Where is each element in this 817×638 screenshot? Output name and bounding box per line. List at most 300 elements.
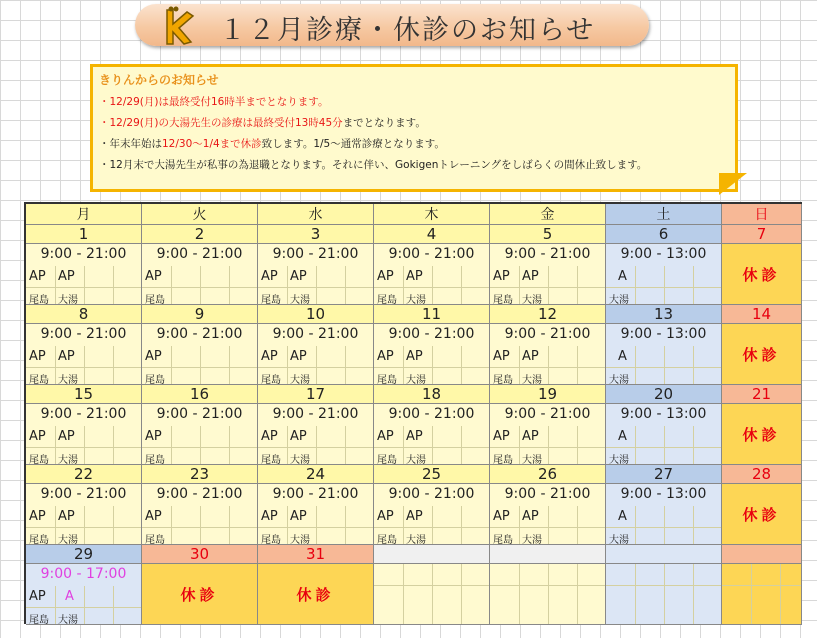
slot-divider bbox=[84, 347, 113, 368]
doctor-name: 大湯 bbox=[609, 295, 629, 305]
notice-text: ・12/29(月)の大湯先生の診療は最終受付13時45分 bbox=[99, 117, 343, 129]
slot-cell bbox=[113, 266, 142, 305]
slot-divider bbox=[635, 565, 664, 586]
slot-code: AP bbox=[493, 429, 510, 444]
doctor-name: 尾島 bbox=[29, 455, 49, 465]
slot-divider bbox=[577, 427, 606, 448]
doctor-name: 大湯 bbox=[609, 455, 629, 465]
doctor-name: 尾島 bbox=[377, 375, 397, 385]
notice-text: 致します。1/5〜通常診療となります。 bbox=[261, 138, 445, 150]
doctor-name: 大湯 bbox=[406, 295, 426, 305]
opening-hours: 9:00 - 21:00 bbox=[272, 246, 359, 262]
date-number: 6 bbox=[606, 225, 722, 244]
doctor-name: 大湯 bbox=[290, 375, 310, 385]
date-number: 8 bbox=[26, 305, 142, 324]
closed-day-cell: 休診 bbox=[722, 484, 802, 545]
date-number: 4 bbox=[374, 225, 490, 244]
slot-code: AP bbox=[261, 269, 278, 284]
slot-divider bbox=[113, 347, 142, 368]
day-schedule-cell bbox=[490, 324, 606, 385]
slot-cell bbox=[229, 506, 258, 545]
slot-cell bbox=[693, 346, 722, 385]
slot-code: AP bbox=[406, 349, 423, 364]
slot-divider bbox=[780, 565, 802, 586]
date-number: 10 bbox=[258, 305, 374, 324]
doctor-name: 尾島 bbox=[29, 375, 49, 385]
slot-divider bbox=[751, 565, 780, 586]
doctor-name: 尾島 bbox=[29, 535, 49, 545]
slot-divider bbox=[577, 267, 606, 288]
slot-cell bbox=[664, 426, 694, 465]
slot-divider bbox=[664, 507, 693, 528]
slot-divider bbox=[664, 565, 693, 586]
opening-hours: 9:00 - 21:00 bbox=[388, 486, 475, 502]
slot-cell bbox=[432, 506, 462, 545]
slot-cell bbox=[693, 266, 722, 305]
slot-code: AP bbox=[290, 429, 307, 444]
slot-divider bbox=[345, 267, 374, 288]
notice-text: ・12/29(月)は最終受付16時半までとなります。 bbox=[99, 96, 329, 108]
slot-divider bbox=[577, 347, 606, 368]
date-number: 7 bbox=[722, 225, 802, 244]
slot-cell bbox=[113, 426, 142, 465]
day-schedule-cell bbox=[26, 244, 142, 305]
weekday-header: 土 bbox=[606, 204, 722, 225]
day-schedule-cell bbox=[142, 404, 258, 465]
slot-code: AP bbox=[145, 509, 162, 524]
slot-cell bbox=[577, 426, 606, 465]
slot-divider bbox=[200, 267, 229, 288]
date-number: 3 bbox=[258, 225, 374, 244]
doctor-name: 大湯 bbox=[609, 375, 629, 385]
slot-divider bbox=[432, 565, 461, 586]
slot-divider bbox=[113, 267, 142, 288]
slot-code: AP bbox=[261, 509, 278, 524]
notice-line bbox=[99, 115, 426, 130]
slot-code: AP bbox=[522, 429, 539, 444]
slot-divider bbox=[84, 587, 113, 608]
notice-line bbox=[99, 136, 445, 151]
opening-hours: 9:00 - 21:00 bbox=[40, 246, 127, 262]
slot-code: A bbox=[65, 589, 74, 604]
slot-code: AP bbox=[29, 349, 46, 364]
slot-cell bbox=[171, 506, 201, 545]
date-number: 16 bbox=[142, 385, 258, 404]
opening-hours: 9:00 - 13:00 bbox=[620, 406, 707, 422]
opening-hours: 9:00 - 21:00 bbox=[272, 406, 359, 422]
notice-line bbox=[99, 157, 647, 172]
slot-cell bbox=[461, 506, 490, 545]
weekday-header: 月 bbox=[26, 204, 142, 225]
doctor-name: 大湯 bbox=[290, 535, 310, 545]
day-schedule-cell bbox=[374, 564, 490, 625]
slot-divider bbox=[84, 267, 113, 288]
doctor-name: 大湯 bbox=[406, 535, 426, 545]
slot-code: AP bbox=[58, 509, 75, 524]
opening-hours: 9:00 - 21:00 bbox=[388, 246, 475, 262]
slot-divider bbox=[229, 347, 258, 368]
slot-divider bbox=[664, 267, 693, 288]
doctor-name: 大湯 bbox=[58, 375, 78, 385]
opening-hours: 9:00 - 21:00 bbox=[156, 486, 243, 502]
slot-cell bbox=[461, 346, 490, 385]
slot-divider bbox=[316, 427, 345, 448]
slot-cell bbox=[664, 506, 694, 545]
slot-divider bbox=[693, 347, 722, 368]
slot-code: AP bbox=[58, 269, 75, 284]
closed-day-cell: 休診 bbox=[722, 404, 802, 465]
slot-divider bbox=[635, 347, 664, 368]
slot-cell bbox=[548, 426, 578, 465]
kirin-logo-icon bbox=[157, 6, 201, 46]
slot-code: A bbox=[618, 509, 627, 524]
date-number: 29 bbox=[26, 545, 142, 564]
slot-divider bbox=[693, 427, 722, 448]
slot-divider bbox=[548, 267, 577, 288]
day-schedule-cell bbox=[490, 404, 606, 465]
opening-hours: 9:00 - 21:00 bbox=[156, 406, 243, 422]
slot-cell bbox=[200, 426, 230, 465]
slot-code: AP bbox=[145, 269, 162, 284]
date-number: 22 bbox=[26, 465, 142, 484]
day-schedule-cell bbox=[258, 324, 374, 385]
slot-cell bbox=[171, 426, 201, 465]
date-number: 25 bbox=[374, 465, 490, 484]
slot-divider bbox=[548, 507, 577, 528]
slot-divider bbox=[171, 427, 200, 448]
slot-cell bbox=[316, 506, 346, 545]
slot-code: A bbox=[618, 269, 627, 284]
slot-divider bbox=[490, 565, 519, 586]
day-schedule-cell bbox=[258, 484, 374, 545]
slot-cell bbox=[113, 506, 142, 545]
slot-divider bbox=[113, 587, 142, 608]
opening-hours: 9:00 - 21:00 bbox=[40, 326, 127, 342]
slot-cell bbox=[461, 564, 490, 625]
slot-cell bbox=[461, 266, 490, 305]
slot-code: AP bbox=[406, 269, 423, 284]
slot-divider bbox=[548, 427, 577, 448]
date-number: 5 bbox=[490, 225, 606, 244]
day-schedule-cell bbox=[26, 564, 142, 625]
opening-hours: 9:00 - 21:00 bbox=[40, 406, 127, 422]
slot-divider bbox=[461, 507, 490, 528]
doctor-name: 尾島 bbox=[261, 295, 281, 305]
slot-cell bbox=[780, 564, 802, 625]
slot-cell bbox=[345, 426, 374, 465]
page-title: １２月診療・休診のお知らせ bbox=[219, 15, 596, 46]
doctor-name: 尾島 bbox=[493, 455, 513, 465]
slot-divider bbox=[345, 427, 374, 448]
doctor-name: 大湯 bbox=[58, 535, 78, 545]
doctor-name: 尾島 bbox=[29, 295, 49, 305]
slot-divider bbox=[693, 267, 722, 288]
slot-code: AP bbox=[493, 349, 510, 364]
closed-day-cell: 休診 bbox=[142, 564, 258, 625]
notice-heading: きりんからのお知らせ bbox=[99, 73, 219, 87]
day-schedule-cell bbox=[142, 244, 258, 305]
slot-divider bbox=[432, 427, 461, 448]
slot-cell bbox=[664, 564, 694, 625]
slot-divider bbox=[519, 565, 548, 586]
slot-code: AP bbox=[290, 269, 307, 284]
slot-code: AP bbox=[377, 269, 394, 284]
slot-cell bbox=[345, 346, 374, 385]
day-schedule-cell bbox=[142, 484, 258, 545]
slot-divider bbox=[113, 507, 142, 528]
slot-code: AP bbox=[29, 509, 46, 524]
slot-code: A bbox=[618, 429, 627, 444]
notice-box bbox=[90, 64, 738, 192]
slot-divider bbox=[635, 507, 664, 528]
slot-cell bbox=[461, 426, 490, 465]
slot-cell bbox=[635, 564, 665, 625]
doctor-name: 大湯 bbox=[58, 615, 78, 625]
slot-cell bbox=[84, 506, 114, 545]
weekday-header: 金 bbox=[490, 204, 606, 225]
doctor-name: 尾島 bbox=[493, 295, 513, 305]
date-number: 27 bbox=[606, 465, 722, 484]
slot-code: AP bbox=[522, 269, 539, 284]
slot-cell bbox=[171, 346, 201, 385]
date-number: 26 bbox=[490, 465, 606, 484]
doctor-name: 尾島 bbox=[145, 455, 165, 465]
slot-cell bbox=[693, 426, 722, 465]
doctor-name: 大湯 bbox=[522, 535, 542, 545]
date-number: 21 bbox=[722, 385, 802, 404]
day-schedule-cell bbox=[374, 484, 490, 545]
weekday-header: 木 bbox=[374, 204, 490, 225]
slot-cell bbox=[403, 564, 433, 625]
slot-code: AP bbox=[522, 349, 539, 364]
slot-divider bbox=[461, 427, 490, 448]
slot-code: AP bbox=[522, 509, 539, 524]
opening-hours: 9:00 - 21:00 bbox=[272, 326, 359, 342]
opening-hours: 9:00 - 21:00 bbox=[40, 486, 127, 502]
slot-cell bbox=[577, 564, 606, 625]
slot-code: AP bbox=[290, 349, 307, 364]
slot-divider bbox=[229, 267, 258, 288]
slot-code: AP bbox=[493, 269, 510, 284]
doctor-name: 尾島 bbox=[261, 535, 281, 545]
slot-cell bbox=[200, 346, 230, 385]
slot-cell bbox=[432, 346, 462, 385]
day-schedule-cell bbox=[374, 324, 490, 385]
slot-divider bbox=[577, 507, 606, 528]
day-schedule-cell bbox=[490, 244, 606, 305]
slot-cell bbox=[84, 266, 114, 305]
slot-cell bbox=[577, 266, 606, 305]
slot-divider bbox=[374, 565, 403, 586]
slot-divider bbox=[664, 347, 693, 368]
slot-divider bbox=[200, 347, 229, 368]
date-number: 18 bbox=[374, 385, 490, 404]
date-number: 28 bbox=[722, 465, 802, 484]
doctor-name: 尾島 bbox=[493, 375, 513, 385]
doctor-name: 大湯 bbox=[406, 455, 426, 465]
opening-hours: 9:00 - 21:00 bbox=[504, 406, 591, 422]
opening-hours: 9:00 - 21:00 bbox=[156, 246, 243, 262]
slot-cell bbox=[606, 564, 636, 625]
slot-divider bbox=[200, 427, 229, 448]
weekday-header: 火 bbox=[142, 204, 258, 225]
slot-divider bbox=[606, 565, 635, 586]
slot-cell bbox=[490, 564, 520, 625]
slot-code: AP bbox=[58, 429, 75, 444]
calendar-grid bbox=[24, 202, 802, 624]
slot-cell bbox=[229, 346, 258, 385]
slot-divider bbox=[461, 347, 490, 368]
doctor-name: 尾島 bbox=[145, 535, 165, 545]
slot-cell bbox=[664, 266, 694, 305]
slot-divider bbox=[664, 427, 693, 448]
date-number bbox=[606, 545, 722, 564]
slot-cell bbox=[113, 346, 142, 385]
opening-hours: 9:00 - 21:00 bbox=[156, 326, 243, 342]
slot-divider bbox=[229, 507, 258, 528]
slot-divider bbox=[84, 507, 113, 528]
day-schedule-cell bbox=[606, 244, 722, 305]
slot-cell bbox=[316, 346, 346, 385]
doctor-name: 尾島 bbox=[377, 295, 397, 305]
doctor-name: 尾島 bbox=[145, 295, 165, 305]
slot-cell bbox=[84, 586, 114, 625]
doctor-name: 大湯 bbox=[58, 455, 78, 465]
slot-cell bbox=[548, 506, 578, 545]
slot-cell bbox=[200, 266, 230, 305]
slot-code: AP bbox=[29, 589, 46, 604]
slot-cell bbox=[751, 564, 781, 625]
date-number: 9 bbox=[142, 305, 258, 324]
date-number: 11 bbox=[374, 305, 490, 324]
day-schedule-cell bbox=[142, 324, 258, 385]
slot-cell bbox=[229, 426, 258, 465]
slot-cell bbox=[432, 266, 462, 305]
notice-fold-corner bbox=[719, 173, 747, 195]
slot-divider bbox=[171, 347, 200, 368]
slot-divider bbox=[722, 565, 751, 586]
date-number: 17 bbox=[258, 385, 374, 404]
slot-cell bbox=[635, 506, 665, 545]
notice-line bbox=[99, 94, 328, 109]
slot-code: AP bbox=[58, 349, 75, 364]
day-schedule-cell bbox=[374, 244, 490, 305]
slot-code: AP bbox=[145, 429, 162, 444]
day-schedule-cell bbox=[722, 564, 802, 625]
slot-code: AP bbox=[145, 349, 162, 364]
slot-divider bbox=[548, 565, 577, 586]
day-schedule-cell bbox=[606, 564, 722, 625]
slot-cell bbox=[316, 426, 346, 465]
slot-divider bbox=[171, 507, 200, 528]
day-schedule-cell bbox=[606, 404, 722, 465]
day-schedule-cell bbox=[374, 404, 490, 465]
slot-cell bbox=[693, 564, 722, 625]
opening-hours: 9:00 - 17:00 bbox=[40, 566, 127, 582]
date-number: 14 bbox=[722, 305, 802, 324]
slot-cell bbox=[84, 346, 114, 385]
slot-code: AP bbox=[261, 349, 278, 364]
slot-cell bbox=[577, 506, 606, 545]
slot-divider bbox=[200, 507, 229, 528]
date-number bbox=[490, 545, 606, 564]
slot-divider bbox=[113, 427, 142, 448]
slot-code: AP bbox=[29, 269, 46, 284]
opening-hours: 9:00 - 21:00 bbox=[504, 246, 591, 262]
slot-divider bbox=[432, 507, 461, 528]
slot-cell bbox=[374, 564, 404, 625]
slot-cell bbox=[722, 564, 752, 625]
doctor-name: 大湯 bbox=[290, 455, 310, 465]
slot-cell bbox=[84, 426, 114, 465]
opening-hours: 9:00 - 21:00 bbox=[504, 486, 591, 502]
slot-code: AP bbox=[377, 349, 394, 364]
slot-code: A bbox=[618, 349, 627, 364]
slot-divider bbox=[316, 507, 345, 528]
doctor-name: 尾島 bbox=[261, 455, 281, 465]
slot-divider bbox=[345, 507, 374, 528]
slot-cell bbox=[345, 506, 374, 545]
notice-text: ・年末年始は bbox=[99, 138, 162, 150]
slot-code: AP bbox=[290, 509, 307, 524]
opening-hours: 9:00 - 13:00 bbox=[620, 246, 707, 262]
day-schedule-cell bbox=[26, 324, 142, 385]
slot-cell bbox=[548, 346, 578, 385]
doctor-name: 尾島 bbox=[493, 535, 513, 545]
slot-divider bbox=[432, 347, 461, 368]
slot-cell bbox=[548, 266, 578, 305]
doctor-name: 尾島 bbox=[145, 375, 165, 385]
slot-divider bbox=[693, 507, 722, 528]
date-number bbox=[374, 545, 490, 564]
date-number: 23 bbox=[142, 465, 258, 484]
slot-cell bbox=[432, 564, 462, 625]
slot-divider bbox=[461, 267, 490, 288]
slot-cell bbox=[432, 426, 462, 465]
opening-hours: 9:00 - 21:00 bbox=[388, 406, 475, 422]
slot-divider bbox=[461, 565, 490, 586]
slot-code: AP bbox=[493, 509, 510, 524]
slot-divider bbox=[635, 267, 664, 288]
doctor-name: 大湯 bbox=[58, 295, 78, 305]
weekday-header: 水 bbox=[258, 204, 374, 225]
header-banner bbox=[135, 4, 649, 46]
date-number bbox=[722, 545, 802, 564]
date-number: 15 bbox=[26, 385, 142, 404]
day-schedule-cell bbox=[606, 484, 722, 545]
slot-code: AP bbox=[261, 429, 278, 444]
opening-hours: 9:00 - 21:00 bbox=[388, 326, 475, 342]
slot-cell bbox=[345, 266, 374, 305]
date-number: 31 bbox=[258, 545, 374, 564]
closed-day-cell: 休診 bbox=[722, 324, 802, 385]
slot-cell bbox=[316, 266, 346, 305]
slot-code: AP bbox=[377, 509, 394, 524]
doctor-name: 大湯 bbox=[522, 375, 542, 385]
date-number: 24 bbox=[258, 465, 374, 484]
slot-cell bbox=[635, 266, 665, 305]
slot-divider bbox=[316, 347, 345, 368]
doctor-name: 尾島 bbox=[377, 535, 397, 545]
doctor-name: 尾島 bbox=[377, 455, 397, 465]
slot-divider bbox=[635, 427, 664, 448]
doctor-name: 大湯 bbox=[522, 295, 542, 305]
closed-day-cell: 休診 bbox=[258, 564, 374, 625]
date-number: 13 bbox=[606, 305, 722, 324]
date-number: 19 bbox=[490, 385, 606, 404]
slot-cell bbox=[664, 346, 694, 385]
date-number: 12 bbox=[490, 305, 606, 324]
